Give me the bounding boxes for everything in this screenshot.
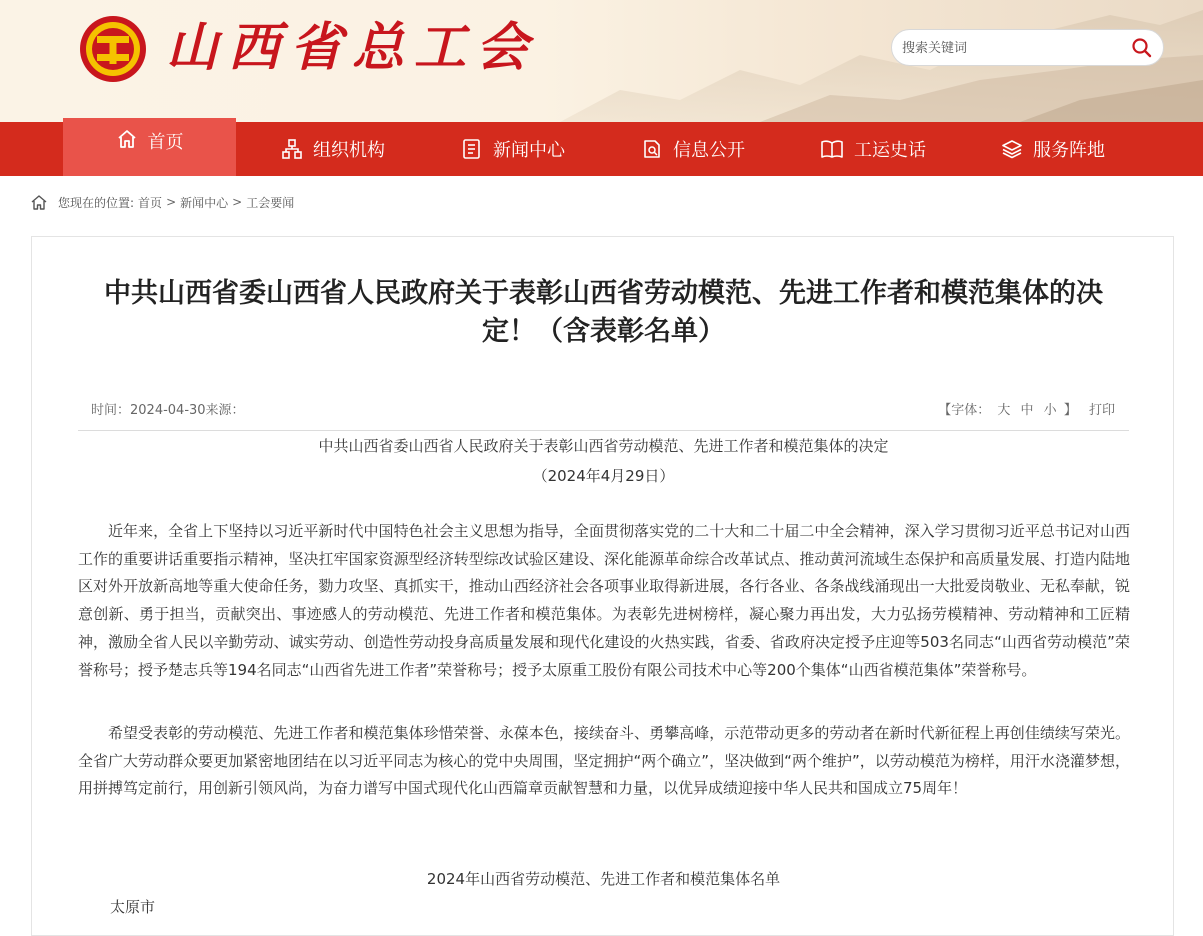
font-size-label-open: 【字体： [938, 403, 991, 418]
nav-label-news: 新闻中心 [493, 140, 565, 161]
nav-label-service: 服务阵地 [1033, 140, 1105, 161]
nav-organization[interactable] [268, 122, 398, 176]
divider [78, 430, 1129, 431]
book-icon [820, 138, 844, 160]
nav-home[interactable] [63, 118, 236, 176]
article-paragraph: 希望受表彰的劳动模范、先进工作者和模范集体珍惜荣誉、永葆本色，接续奋斗、勇攀高峰，示范带动更多的劳动者在新时代新征程上再创佳绩续写荣光。全省广大劳动群众要更加紧密地团结在以习近平同志为核心的党中央周围，坚定拥护“两个确立”，坚决做到“两个维护”，以劳动模范为榜样，用汗水浇灌梦想，用拼搏笃定前行，用创新引领风尚，为奋力谱写中国式现代化山西篇章贡献智慧和力量，以优异成绩迎接中华人民共和国成立75周年！ [78, 724, 1130, 798]
search-icon[interactable] [1129, 35, 1155, 61]
trade-union-emblem-icon [78, 14, 148, 84]
font-size-medium-button[interactable]: 中 [1020, 403, 1034, 418]
breadcrumb-news-center[interactable]: 新闻中心 [180, 195, 229, 210]
nav-label-info-public: 信息公开 [673, 140, 745, 161]
article-tools [938, 399, 1115, 418]
article-meta: 时间：2024-04-30来源： [91, 403, 245, 418]
article-title: 中共山西省委山西省人民政府关于表彰山西省劳动模范、先进工作者和模范集体的决定！（含表彰名单） [104, 278, 1103, 347]
document-title: 中共山西省委山西省人民政府关于表彰山西省劳动模范、先进工作者和模范集体的决定 [318, 437, 889, 455]
font-size-large-button[interactable]: 大 [997, 403, 1011, 418]
search-input[interactable] [902, 38, 1122, 58]
font-size-label-close: 】 [1063, 403, 1077, 418]
main-nav [0, 122, 1203, 176]
breadcrumb [30, 192, 294, 212]
nav-label-home: 首页 [147, 132, 184, 153]
site-header [0, 0, 1203, 122]
article-paragraph: 近年来，全省上下坚持以习近平新时代中国特色社会主义思想为指导，全面贯彻落实党的二十大和二十届二中全会精神，深入学习贯彻习近平总书记对山西工作的重要讲话重要指示精神，坚决扛牢国家资源型经济转型综改试验区建设、深化能源革命综合改革试点、推动黄河流域生态保护和高质量发展、打造内陆地区对外开放新高地等重大使命任务，勠力攻坚、真抓实干，推动山西经济社会各项事业取得新进展，各行各业、各条战线涌现出一大批爱岗敬业、无私奉献，锐意创新、勇于担当，贡献突出、事迹感人的劳动模范、先进工作者和模范集体。为表彰先进树榜样，凝心聚力再出发，大力弘扬劳模精神、劳动精神和工匠精神，激励全省人民以辛勤劳动、诚实劳动、创造性劳动投身高质量发展和现代化建设的火热实践，省委、省政府决定授予庄迎等503名同志“山西省劳动模范”荣誉称号；授予楚志兵等194名同志“山西省先进工作者”荣誉称号；授予太原重工股份有限公司技术中心等200个集体“山西省模范集体”荣誉称号。 [78, 522, 1130, 679]
article-card [31, 236, 1174, 936]
document-icon [641, 138, 663, 160]
layers-icon [1001, 138, 1023, 160]
news-icon [461, 138, 483, 160]
search-box [891, 29, 1164, 66]
breadcrumb-separator: > [232, 195, 243, 209]
home-icon [30, 194, 48, 210]
home-icon [116, 128, 138, 150]
breadcrumb-prefix: 您现在的位置: [58, 195, 135, 210]
org-chart-icon [281, 138, 303, 160]
breadcrumb-separator: > [166, 195, 177, 209]
site-title: 山西省总工会 [166, 17, 539, 78]
nav-label-organization: 组织机构 [313, 140, 385, 161]
nav-label-labor-history: 工运史话 [854, 140, 926, 161]
nav-news[interactable] [448, 122, 578, 176]
breadcrumb-union-news[interactable]: 工会要闻 [246, 195, 295, 210]
nav-info-public[interactable] [628, 122, 758, 176]
city-heading: 太原市 [110, 898, 156, 916]
font-size-small-button[interactable]: 小 [1043, 403, 1057, 418]
breadcrumb-home[interactable]: 首页 [138, 195, 163, 210]
nav-service[interactable] [988, 122, 1118, 176]
nav-labor-history[interactable] [808, 122, 938, 176]
document-date: （2024年4月29日） [532, 467, 675, 485]
print-button[interactable]: 打印 [1088, 403, 1115, 418]
list-title: 2024年山西省劳动模范、先进工作者和模范集体名单 [426, 870, 781, 888]
